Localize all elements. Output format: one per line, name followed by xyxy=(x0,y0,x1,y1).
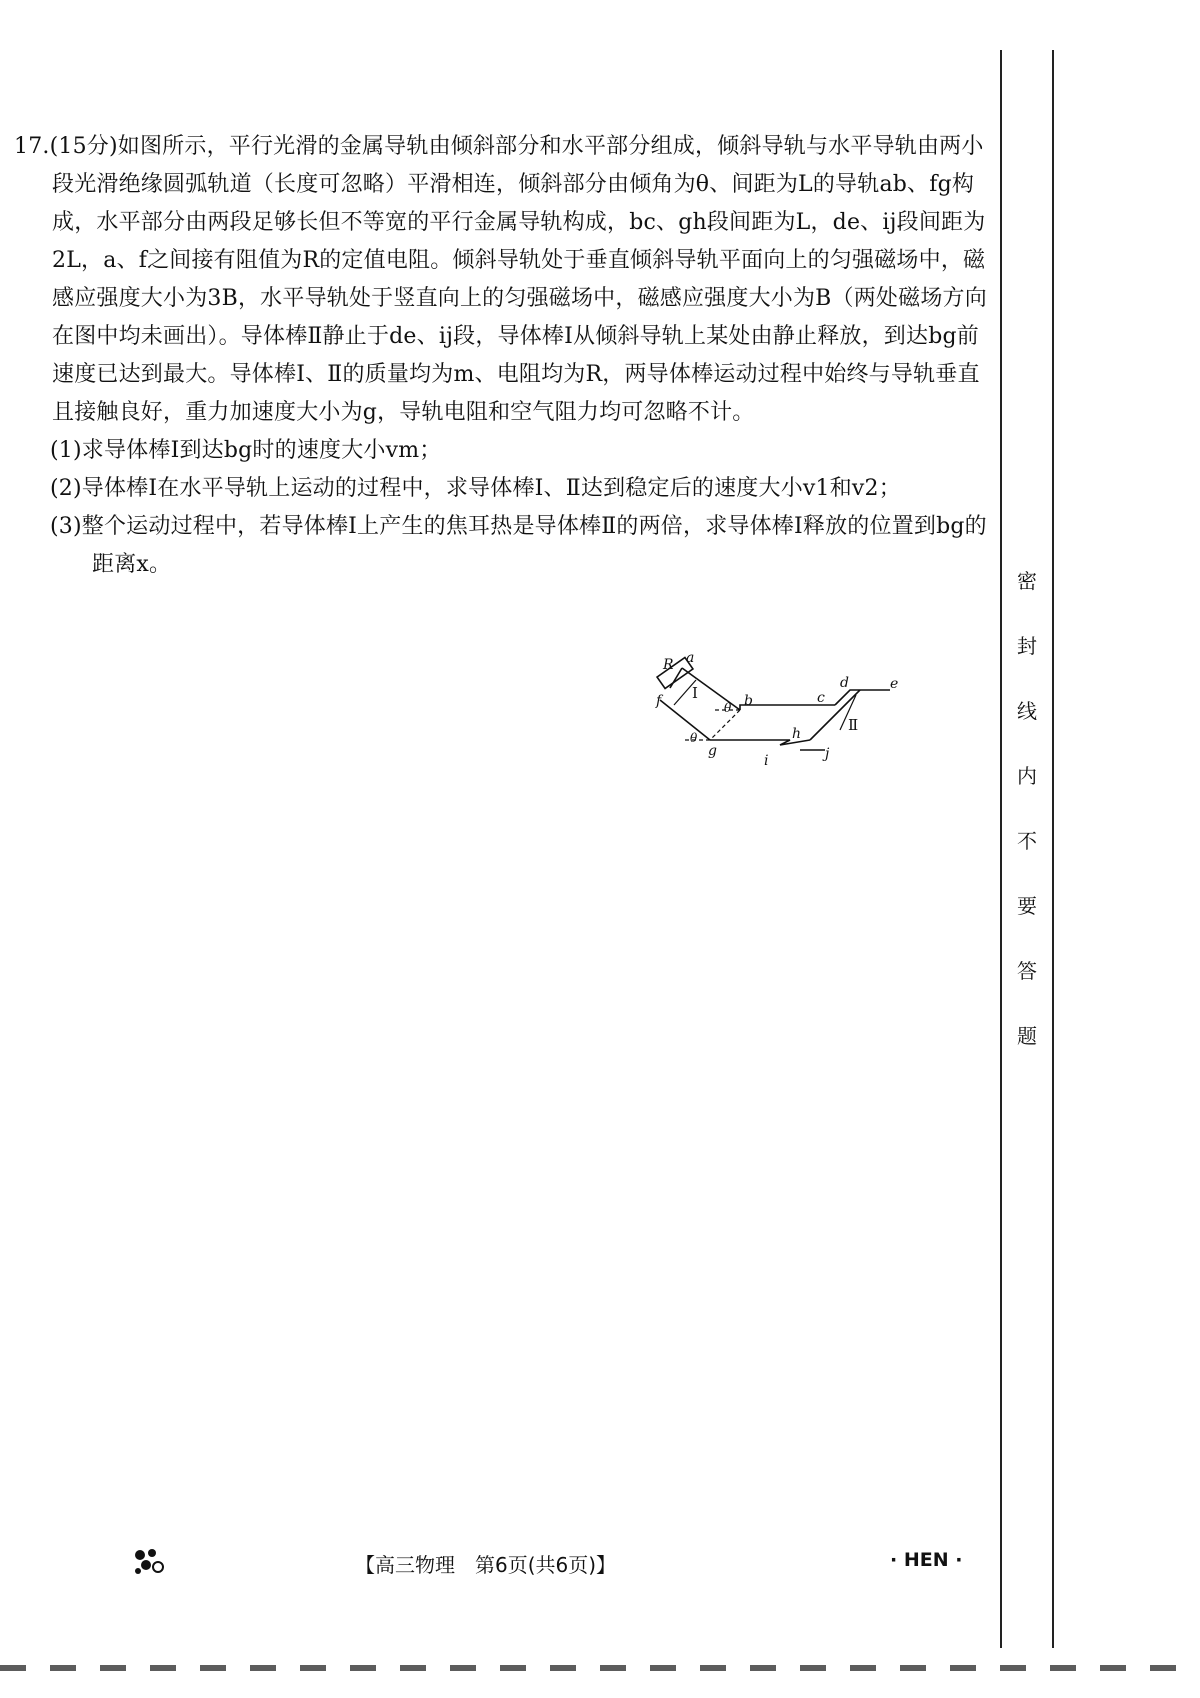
question-stem-text: 如图所示，平行光滑的金属导轨由倾斜部分和水平部分组成，倾斜导轨与水平导轨由两小段光滑绝缘圆弧轨道（长度可忽略）平滑相连，倾斜部分由倾角为θ、间距为L的导轨ab、fg构成，水平部分由两段足够长但不等宽的平行金属导轨构成，bc、gh段间距为L，de、ij段间距为2L，a、f之间接有阻值为R的定值电阻。倾斜导轨处于垂直倾斜导轨平面向上的匀强磁场中，磁感应强度大小为3B，水平导轨处于竖直向上的匀强磁场中，磁感应强度大小为B（两处磁场方向在图中均未画出）。导体棒Ⅱ静止于de、ij段，导体棒Ⅰ从倾斜导轨上某处由静止释放，到达bg前速度已达到最大。导体棒Ⅰ、Ⅱ的质量均为m、电阻均为R，两导体棒运动过程中始终与导轨垂直且接触良好，重力加速度大小为g，导轨电阻和空气阻力均可忽略不计。 xyxy=(52,134,987,425)
label-theta-bottom: θ xyxy=(690,731,698,745)
label-R: R xyxy=(663,657,674,673)
label-a: a xyxy=(686,650,695,666)
rail-ab-upper xyxy=(682,668,740,710)
label-e: e xyxy=(890,676,899,692)
binding-line-inner xyxy=(1000,50,1002,1648)
bottom-dashed-border xyxy=(0,1665,1200,1671)
label-i: i xyxy=(764,753,769,769)
subquestion-3: (3)整个运动过程中，若导体棒Ⅰ上产生的焦耳热是导体棒Ⅱ的两倍，求导体棒Ⅰ释放的位置到bg的距离x。 xyxy=(50,514,987,577)
binding-line-outer xyxy=(1052,50,1054,1648)
seal-char: 密 xyxy=(1017,569,1037,593)
rail-cde xyxy=(835,690,890,705)
seal-line-notice xyxy=(1012,565,1042,1049)
label-rod-1: Ⅰ xyxy=(692,684,698,702)
seal-char: 题 xyxy=(1017,1024,1037,1048)
seal-char: 封 xyxy=(1017,634,1037,658)
label-g: g xyxy=(708,743,717,759)
label-c: c xyxy=(817,690,825,706)
subquestion-1: (1)求导体棒Ⅰ到达bg时的速度大小vm； xyxy=(50,438,442,463)
footer-code: · HEN · xyxy=(890,1549,963,1571)
publisher-logo-icon xyxy=(130,1545,170,1581)
seal-char: 要 xyxy=(1017,894,1037,918)
label-d: d xyxy=(840,675,849,691)
label-h: h xyxy=(792,726,802,742)
seal-char: 不 xyxy=(1017,829,1037,853)
question-number: 17. xyxy=(14,134,50,159)
seal-char: 答 xyxy=(1017,959,1037,983)
question-points: (15分) xyxy=(49,134,118,159)
footer-page-info: 【高三物理 第6页(共6页)】 xyxy=(355,1553,617,1577)
subquestion-2: (2)导体棒Ⅰ在水平导轨上运动的过程中，求导体棒Ⅰ、Ⅱ达到稳定后的速度大小v1和v2； xyxy=(50,476,901,501)
page-footer xyxy=(0,1545,1000,1585)
question-17 xyxy=(14,128,999,584)
seal-char: 线 xyxy=(1017,699,1037,723)
question-stem xyxy=(14,128,999,432)
rail-fg-lower xyxy=(660,700,710,740)
label-rod-2: Ⅱ xyxy=(848,716,859,734)
label-theta-top: θ xyxy=(724,701,732,715)
seal-char: 内 xyxy=(1017,764,1037,788)
label-f: f xyxy=(656,693,662,709)
rail-diagram xyxy=(656,650,990,780)
label-b: b xyxy=(744,693,753,709)
label-j: j xyxy=(825,746,830,762)
